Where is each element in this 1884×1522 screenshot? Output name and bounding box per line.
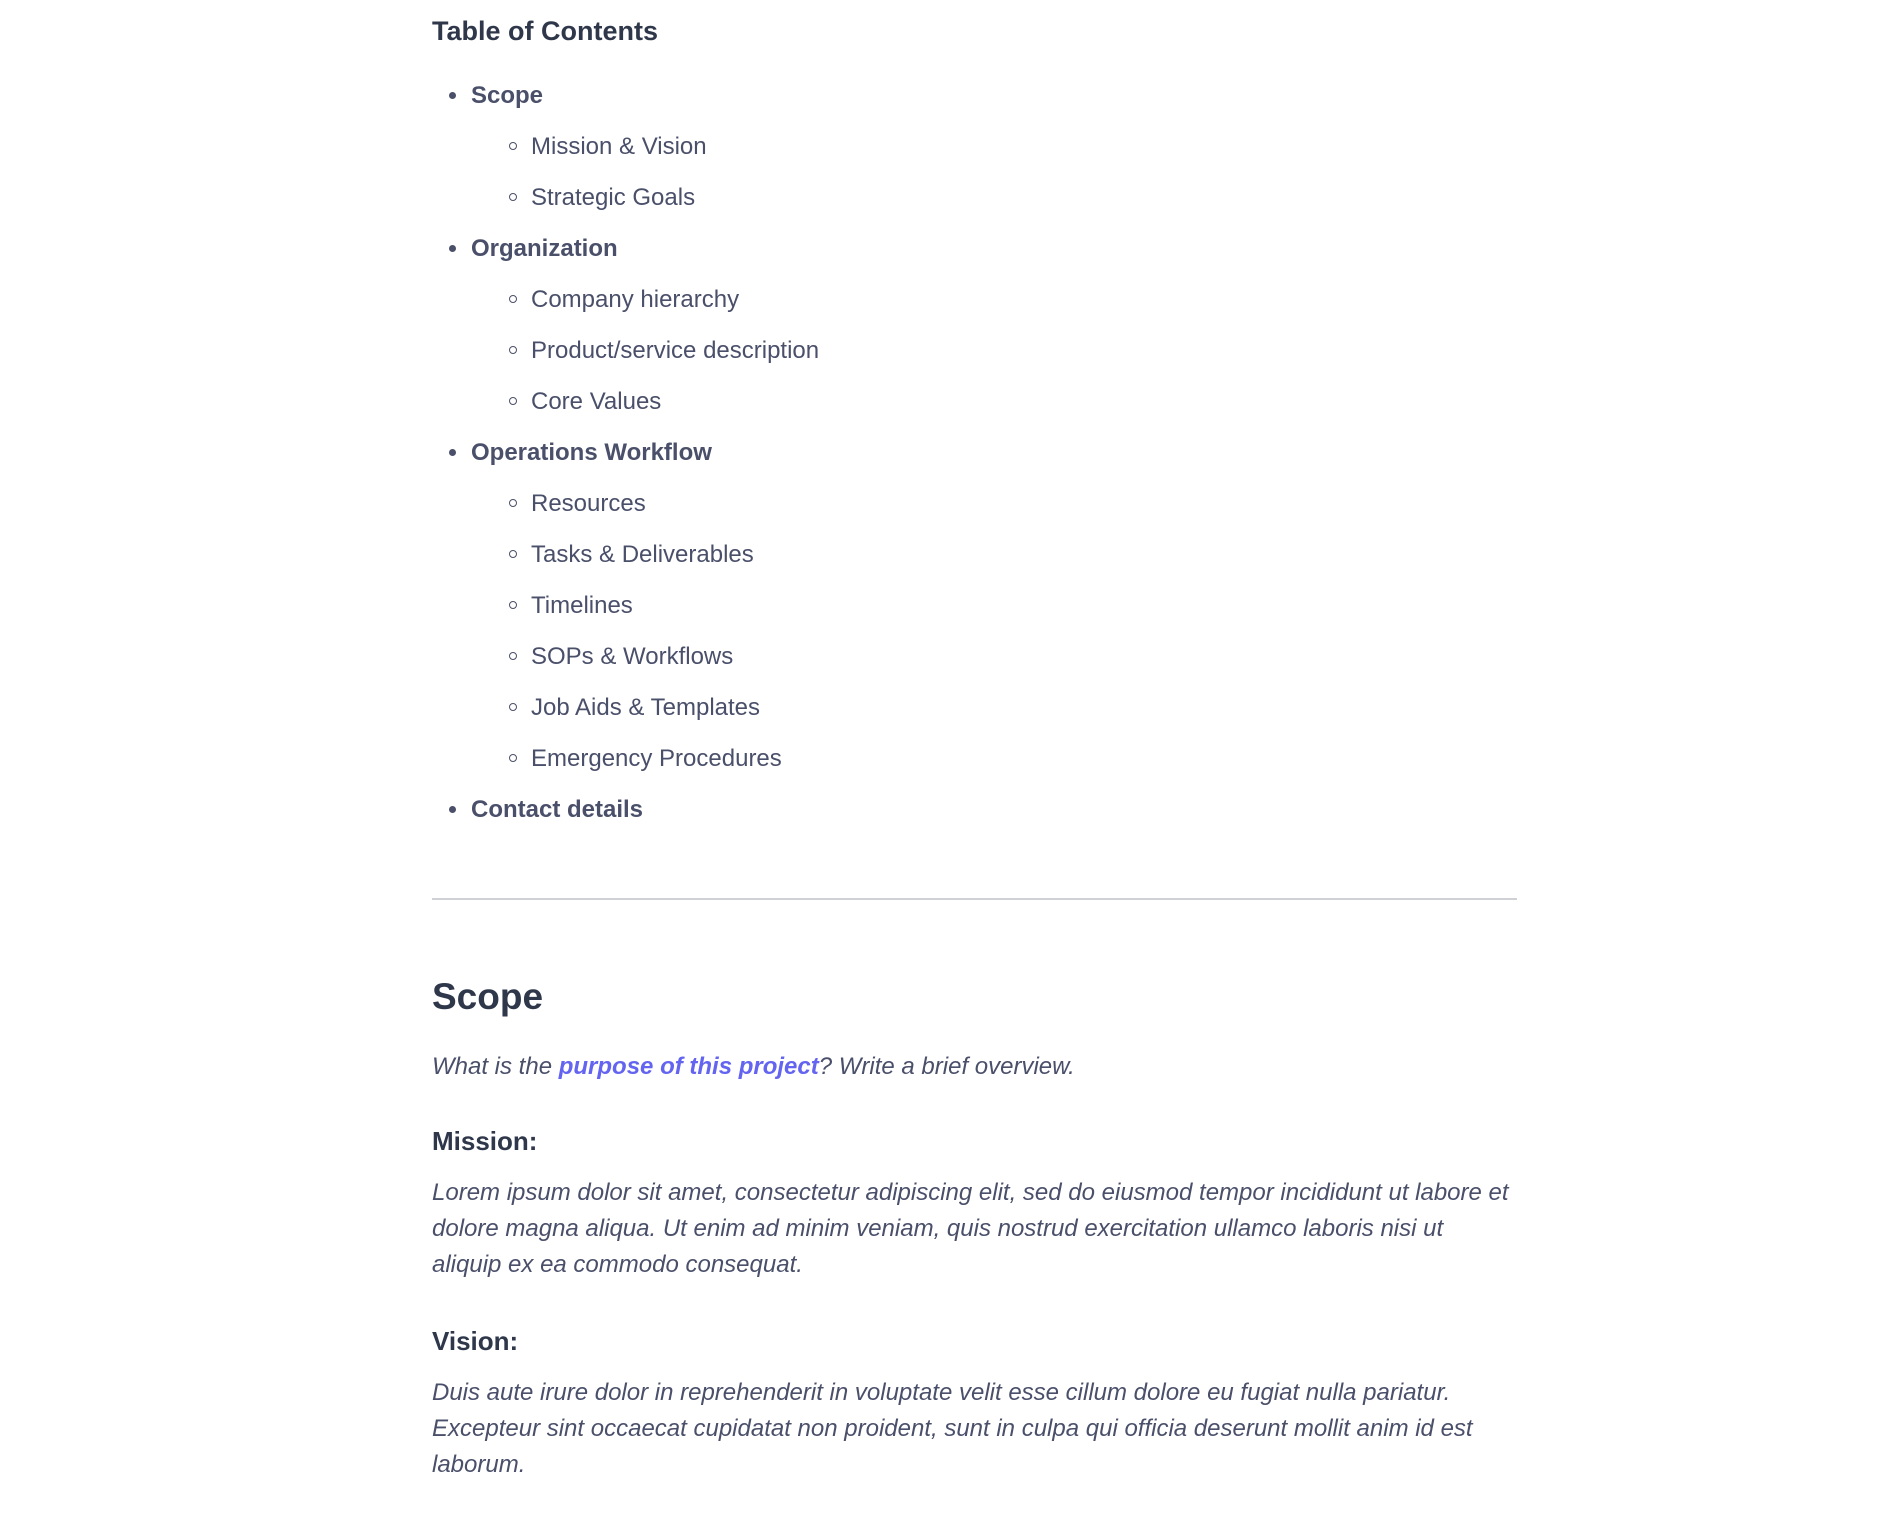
toc-section-scope bbox=[432, 70, 1517, 223]
toc-item-resources[interactable] bbox=[471, 478, 1517, 529]
toc-section-organization bbox=[432, 223, 1517, 427]
toc-item-label: Company hierarchy bbox=[531, 286, 740, 313]
toc-section-operations-workflow bbox=[432, 427, 1517, 784]
circle-bullet-icon bbox=[509, 193, 517, 201]
mission-heading: Mission: bbox=[432, 1126, 538, 1156]
toc-item-core-values[interactable] bbox=[471, 376, 1517, 427]
bullet-icon bbox=[449, 92, 456, 99]
toc-title: Table of Contents bbox=[432, 16, 658, 46]
toc-item-product-service-description[interactable] bbox=[471, 325, 1517, 376]
section-divider bbox=[432, 898, 1517, 900]
purpose-link[interactable]: purpose of this project bbox=[558, 1053, 819, 1080]
bullet-icon bbox=[449, 449, 456, 456]
toc-item-label: SOPs & Workflows bbox=[531, 643, 734, 670]
circle-bullet-icon bbox=[509, 652, 517, 660]
toc-item-label: Core Values bbox=[531, 388, 662, 415]
toc-item-label: Strategic Goals bbox=[531, 184, 696, 211]
mission-text: Lorem ipsum dolor sit amet, consectetur adipiscing elit, sed do eiusmod tempor incididunt ut labore et dolore magna aliqua. Ut enim ad minim veniam, quis nostrud exercitation ullamco laboris nisi ut aliquip ex ea commodo consequat. bbox=[432, 1179, 1509, 1278]
circle-bullet-icon bbox=[509, 295, 517, 303]
circle-bullet-icon bbox=[509, 601, 517, 609]
toc-link-scope[interactable]: Scope bbox=[471, 82, 544, 109]
toc-item-label: Emergency Procedures bbox=[531, 745, 782, 772]
toc-item-mission-vision[interactable] bbox=[471, 121, 1517, 172]
toc-item-label: Product/service description bbox=[531, 337, 820, 364]
circle-bullet-icon bbox=[509, 499, 517, 507]
vision-text: Duis aute irure dolor in reprehenderit in voluptate velit esse cillum dolore eu fugiat nulla pariatur. Excepteur sint occaecat cupidatat non proident, sunt in culpa qui officia deserunt mollit anim id est laborum. bbox=[432, 1379, 1473, 1478]
intro-text-after: ? Write a brief overview. bbox=[818, 1053, 1075, 1080]
toc-link-organization[interactable]: Organization bbox=[471, 235, 618, 262]
circle-bullet-icon bbox=[509, 550, 517, 558]
circle-bullet-icon bbox=[509, 703, 517, 711]
toc-link-operations-workflow[interactable]: Operations Workflow bbox=[471, 439, 712, 466]
scope-intro bbox=[432, 1049, 1517, 1085]
toc-item-sops-workflows[interactable] bbox=[471, 631, 1517, 682]
circle-bullet-icon bbox=[509, 397, 517, 405]
toc-sublist-operations-workflow bbox=[471, 478, 1517, 784]
circle-bullet-icon bbox=[509, 754, 517, 762]
toc-item-label: Timelines bbox=[531, 592, 633, 619]
bullet-icon bbox=[449, 245, 456, 252]
toc-item-emergency-procedures[interactable] bbox=[471, 733, 1517, 784]
circle-bullet-icon bbox=[509, 142, 517, 150]
toc-item-label: Job Aids & Templates bbox=[531, 694, 761, 721]
toc-item-label: Resources bbox=[531, 490, 646, 517]
circle-bullet-icon bbox=[509, 346, 517, 354]
toc-item-timelines[interactable] bbox=[471, 580, 1517, 631]
vision-heading: Vision: bbox=[432, 1326, 519, 1356]
toc-item-label: Tasks & Deliverables bbox=[531, 541, 754, 568]
toc-list bbox=[432, 70, 1517, 835]
intro-text-before: What is the bbox=[432, 1053, 559, 1080]
toc-item-company-hierarchy[interactable] bbox=[471, 274, 1517, 325]
toc-sublist-organization bbox=[471, 274, 1517, 427]
document bbox=[432, 0, 1517, 1483]
toc-link-contact-details[interactable]: Contact details bbox=[471, 796, 644, 823]
toc-item-tasks-deliverables[interactable] bbox=[471, 529, 1517, 580]
toc-sublist-scope bbox=[471, 121, 1517, 223]
toc-section-contact-details bbox=[432, 784, 1517, 835]
toc-item-label: Mission & Vision bbox=[531, 133, 707, 160]
toc-item-job-aids-templates[interactable] bbox=[471, 682, 1517, 733]
bullet-icon bbox=[449, 806, 456, 813]
toc-item-strategic-goals[interactable] bbox=[471, 172, 1517, 223]
scope-heading: Scope bbox=[432, 976, 544, 1017]
